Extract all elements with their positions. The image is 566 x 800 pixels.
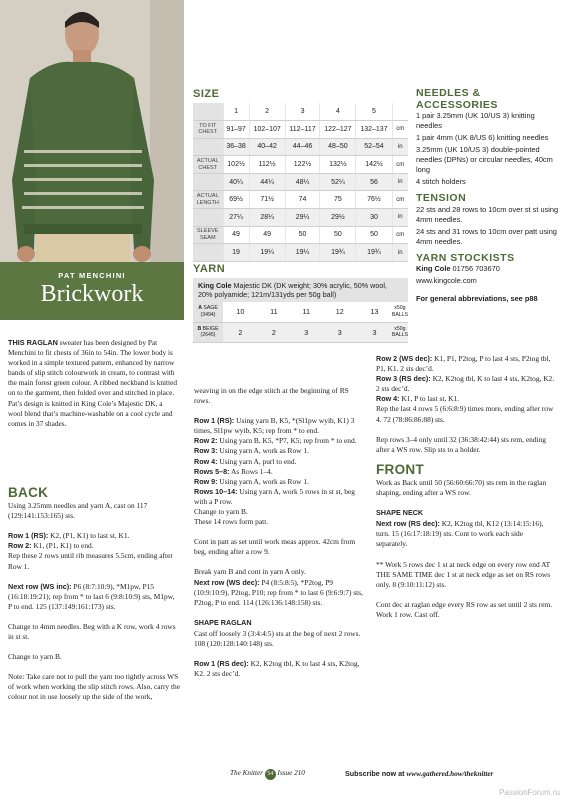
table-cell: 56: [356, 173, 392, 191]
table-cell: 19¾: [356, 244, 392, 262]
paragraph: Using 3.25mm needles and yarn A, cast on 117 (129:141:153:165) sts.: [8, 501, 148, 521]
table-cell: 52–54: [356, 138, 392, 156]
row-label: [193, 209, 223, 227]
table-row: [193, 209, 408, 227]
table-cell: 44–46: [285, 138, 320, 156]
table-cell: 76½: [356, 191, 392, 209]
paragraph: Note: Take care not to pull the yarn too tightly across WS of work when working the slip stitch rows. Also, carry the colour not in use loosely up the side of the work,: [8, 672, 181, 702]
model-wearing-sweater-icon: [0, 0, 184, 262]
table-cell: 49: [249, 226, 285, 244]
table-cell: 122½: [285, 156, 320, 174]
model-photo: [0, 0, 184, 262]
table-cell: 132–137: [356, 121, 392, 139]
table-cell: 91–97: [223, 121, 249, 139]
table-row: [193, 173, 408, 191]
table-cell: 50: [285, 226, 320, 244]
tension-item: 24 sts and 31 rows to 10cm over patt using 4mm needles.: [416, 226, 557, 246]
table-cell: 3: [322, 322, 357, 342]
paragraph: Row 2 (WS dec): K1, P1, P2tog, P to last 4 sts, P2tog tbl, P1, K1. 2 sts dec’d. Row 3 (RS dec): K2, K2tog tbl, K to last 4 sts, K2tog, K2. 2 sts dec’d. Row 4: K1, P to last st, K1. Rep the last 4 rows 5 (6:6:8:9) times more, ending after row 4. 72 (78:86:86:88) sts.: [376, 354, 555, 424]
intro-lead: THIS RAGLAN: [8, 338, 58, 347]
row-label: [193, 244, 223, 262]
needles-block: [416, 88, 561, 187]
table-cell: 112–117: [285, 121, 320, 139]
table-row: [193, 191, 408, 209]
stockists-heading: YARN STOCKISTS: [416, 251, 515, 264]
unit-cell: cm: [392, 121, 408, 139]
table-cell: 75: [320, 191, 356, 209]
table-cell: 69½: [223, 191, 249, 209]
column-front: [376, 354, 556, 630]
unit-cell: cm: [392, 226, 408, 244]
table-cell: 10: [223, 302, 258, 322]
unit-cell: in: [392, 244, 408, 262]
table-cell: 142½: [356, 156, 392, 174]
table-cell: 29¼: [285, 209, 320, 227]
table-cell: 3: [357, 322, 392, 342]
table-cell: 13: [357, 302, 392, 322]
yarn-colour-label: A SAGE (3494): [193, 302, 223, 322]
size-col-header: 5: [356, 103, 392, 121]
table-cell: 3: [290, 322, 322, 342]
paragraph: Break yarn B and cont in yarn A only. Next row (WS dec): P4 (8:5:8:5), *P2tog, P9 (10:9:10:9), P2tog, P10; rep from * to last 6 (9:6:9:7) sts, P2tog, P to end. 114 (126:136:148:158) sts.: [194, 567, 363, 607]
paragraph: Row 1 (RS): K2, (P1, K1) to last st, K1. Row 2: K1, (P1, K1) to end. Rep these 2 rows until rib measures 5.5cm, ending after Row 1.: [8, 531, 173, 571]
table-cell: 11: [290, 302, 322, 322]
table-row: [193, 226, 408, 244]
needle-item: 4 stitch holders: [416, 177, 466, 186]
table-cell: 74: [285, 191, 320, 209]
row-label: ACTUAL CHEST: [193, 156, 223, 174]
paragraph: Next row (WS inc): P6 (8:7:10:9), *M1pw, P15 (16:18:19:21); rep from * to last 6 (9:8:10:9) sts, M1pw, P to end. 125 (137:149:161:173) sts.: [8, 581, 175, 611]
row-label: [193, 173, 223, 191]
shape-raglan-heading: SHAPE RAGLAN: [194, 617, 252, 627]
table-row: [193, 244, 408, 262]
designer-name: PAT MENCHINI: [58, 271, 126, 280]
table-row: [193, 121, 408, 139]
magazine-name: The Knitter: [230, 769, 263, 777]
table-cell: 48–50: [320, 138, 356, 156]
stockist-line: [416, 264, 561, 274]
table-cell: 2: [223, 322, 258, 342]
row-label: SLEEVE SEAM: [193, 226, 223, 244]
table-cell: 2: [258, 322, 290, 342]
size-header-row: [193, 103, 408, 121]
table-cell: 50: [356, 226, 392, 244]
table-cell: 11: [258, 302, 290, 322]
yarn-colour-label: B BEIGE (2645): [193, 322, 223, 342]
table-cell: 44¼: [249, 173, 285, 191]
tension-heading: TENSION: [416, 192, 467, 204]
size-col-header: 1: [223, 103, 249, 121]
table-cell: 30: [356, 209, 392, 227]
magazine-info: [230, 769, 305, 780]
table-cell: 71½: [249, 191, 285, 209]
table-row: [193, 322, 408, 342]
shape-neck-heading: SHAPE NECK: [376, 508, 424, 518]
swatch-letter: B: [197, 325, 202, 332]
yarn-desc-text: Majestic DK (DK weight; 30% acrylic, 50% wool, 20% polyamide; 121m/131yds per 50g ball): [198, 281, 387, 300]
back-heading: BACK: [8, 485, 49, 500]
table-cell: 49: [223, 226, 249, 244]
paragraph: Change to yarn B.: [8, 652, 62, 662]
table-cell: 52¼: [320, 173, 356, 191]
paragraph: SHAPE RAGLAN Cast off loosely 3 (3:4:4:5) sts at the beg of next 2 rows. 108 (120:128:140:148) sts.: [194, 618, 364, 649]
subscribe-link[interactable]: www.gathered.how/theknitter: [406, 770, 494, 778]
unit-cell: in: [392, 209, 408, 227]
intro-text: sweater has been designed by Pat Menchini to fit chests of 36in to 54in. The lower body is worked in a simple textured pattern, enhanced by narrow bands of slip stitch colourwork in cream, to contrast with the main forest green colour. A ribbed neckband is knitted on to the garment, then folded over and stitched in place. Pat’s design is knitted in King Cole’s Majestic DK, a wool blend that’s machine-washable on a cool cycle and comes in 37 shades.: [8, 338, 177, 428]
unit-cell: cm: [392, 156, 408, 174]
row-label: [193, 138, 223, 156]
size-col-header: 4: [320, 103, 356, 121]
table-cell: 40–42: [249, 138, 285, 156]
sidebar: [416, 88, 561, 306]
size-table: [193, 103, 408, 262]
front-heading: FRONT: [376, 461, 424, 477]
paragraph: Row 1 (RS): Using yarn B, K5, *(Sl1pw wyib, K1) 3 times, Sl1pw wyib, K5; rep from * to end. Row 2: Using yarn B, K5, *P7, K5; rep from * to end. Row 3: Using yarn A, work as Row 1. Row 4: Using yarn A, purl to end. Rows 5–8: As Rows 1–4. Row 9: Using yarn A, work as Row 1. Rows 10–14: Using yarn A, work 5 rows in st st, beg with a P row. Change to yarn B. These 14 rows form patt.: [194, 416, 357, 527]
unit-cell: x50g BALLS: [392, 322, 408, 342]
paragraph: Cont in patt as set until work meas approx. 42cm from beg, ending after a row 9.: [194, 537, 356, 557]
table-cell: 102½: [223, 156, 249, 174]
unit-cell: cm: [392, 191, 408, 209]
table-cell: 19¾: [320, 244, 356, 262]
table-cell: 48¼: [285, 173, 320, 191]
tension-item: 22 sts and 28 rows to 10cm over st st using 4mm needles.: [416, 204, 559, 224]
needles-heading: NEEDLES & ACCESSORIES: [416, 87, 498, 111]
column-back: [8, 485, 181, 713]
table-row: [193, 138, 408, 156]
yarn-description: [193, 278, 408, 302]
table-cell: 36–38: [223, 138, 249, 156]
size-col-header: 2: [249, 103, 285, 121]
table-cell: 12: [322, 302, 357, 322]
table-row: [193, 156, 408, 174]
size-col-header: 3: [285, 103, 320, 121]
size-heading: SIZE: [193, 88, 220, 100]
table-cell: 28¼: [249, 209, 285, 227]
stockist-phone: 01756 703670: [450, 264, 500, 273]
title-band: [0, 262, 184, 320]
needle-item: 1 pair 4mm (UK 8/US 6) knitting needles: [416, 133, 549, 142]
paragraph: Change to 4mm needles. Beg with a K row, work 4 rows in st st.: [8, 621, 176, 642]
row-label: ACTUAL LENGTH: [193, 191, 223, 209]
table-row: [193, 302, 408, 322]
table-cell: 19: [223, 244, 249, 262]
yarn-heading: YARN: [193, 263, 226, 275]
subscribe-line: Subscribe now at www.gathered.how/theknitter: [345, 769, 494, 778]
pattern-title: Brickwork: [40, 281, 144, 307]
issue-number: Issue 210: [277, 769, 305, 777]
table-cell: 112½: [249, 156, 285, 174]
paragraph: Cont dec at raglan edge every RS row as set until 2 sts rem. Work 1 row. Cast off.: [376, 599, 553, 619]
unit-cell: x50g BALLS: [392, 302, 408, 322]
row-label: TO FIT CHEST: [193, 121, 223, 139]
tension-block: [416, 193, 561, 247]
paragraph: SHAPE NECK Next row (RS dec): K2, K2tog tbl, K12 (13:14:15:16), turn. 15 (16:17:18:19) sts. Cont to work each side separately.: [376, 508, 556, 549]
table-cell: 132½: [320, 156, 356, 174]
swatch-letter: A: [198, 305, 202, 312]
needle-item: 1 pair 3.25mm (UK 10/US 3) knitting needles: [416, 111, 535, 130]
table-cell: 40¼: [223, 173, 249, 191]
paragraph: weaving in on the edge stitch at the beginning of RS rows.: [194, 386, 349, 406]
yarn-table: [193, 302, 408, 343]
stockist-name: King Cole: [416, 264, 451, 273]
abbreviations-note: For general abbreviations, see p88: [416, 294, 538, 303]
table-cell: 19¼: [249, 244, 285, 262]
table-cell: 27¼: [223, 209, 249, 227]
paragraph: Rep rows 3–4 only until 32 (36:38:42:44) sts rem, ending after a WS row. Slip sts to a holder.: [376, 434, 546, 454]
page-number: 54: [265, 769, 276, 780]
intro-paragraph: [8, 338, 178, 429]
stockists-block: [416, 253, 561, 287]
table-cell: 29½: [320, 209, 356, 227]
watermark: PassionForum.ru: [499, 788, 560, 797]
paragraph: ** Work 5 rows dec 1 st at neck edge on every row end AT THE SAME TIME dec 1 st at neck edge as set on RS rows only. 8 (9:10:11:12) sts.: [376, 559, 551, 589]
yarn-brand: King Cole: [198, 281, 232, 290]
column-pattern: [194, 386, 364, 689]
paragraph: Row 1 (RS dec): K2, K2tog tbl, K to last 4 sts, K2tog, K2. 2 sts dec’d.: [194, 659, 360, 679]
paragraph: Work as Back until 50 (56:60:66:70) sts rem in the raglan shaping, ending after a WS row.: [376, 477, 547, 498]
stockist-website-link[interactable]: www.kingcole.com: [416, 276, 477, 285]
table-cell: 50: [320, 226, 356, 244]
unit-cell: in: [392, 138, 408, 156]
table-cell: 122–127: [320, 121, 356, 139]
table-cell: 19¼: [285, 244, 320, 262]
unit-cell: in: [392, 173, 408, 191]
needle-item: 3.25mm (UK 10/US 3) double-pointed needles (DPNs) or circular needles, 40cm long: [416, 145, 553, 174]
table-cell: 102–107: [249, 121, 285, 139]
